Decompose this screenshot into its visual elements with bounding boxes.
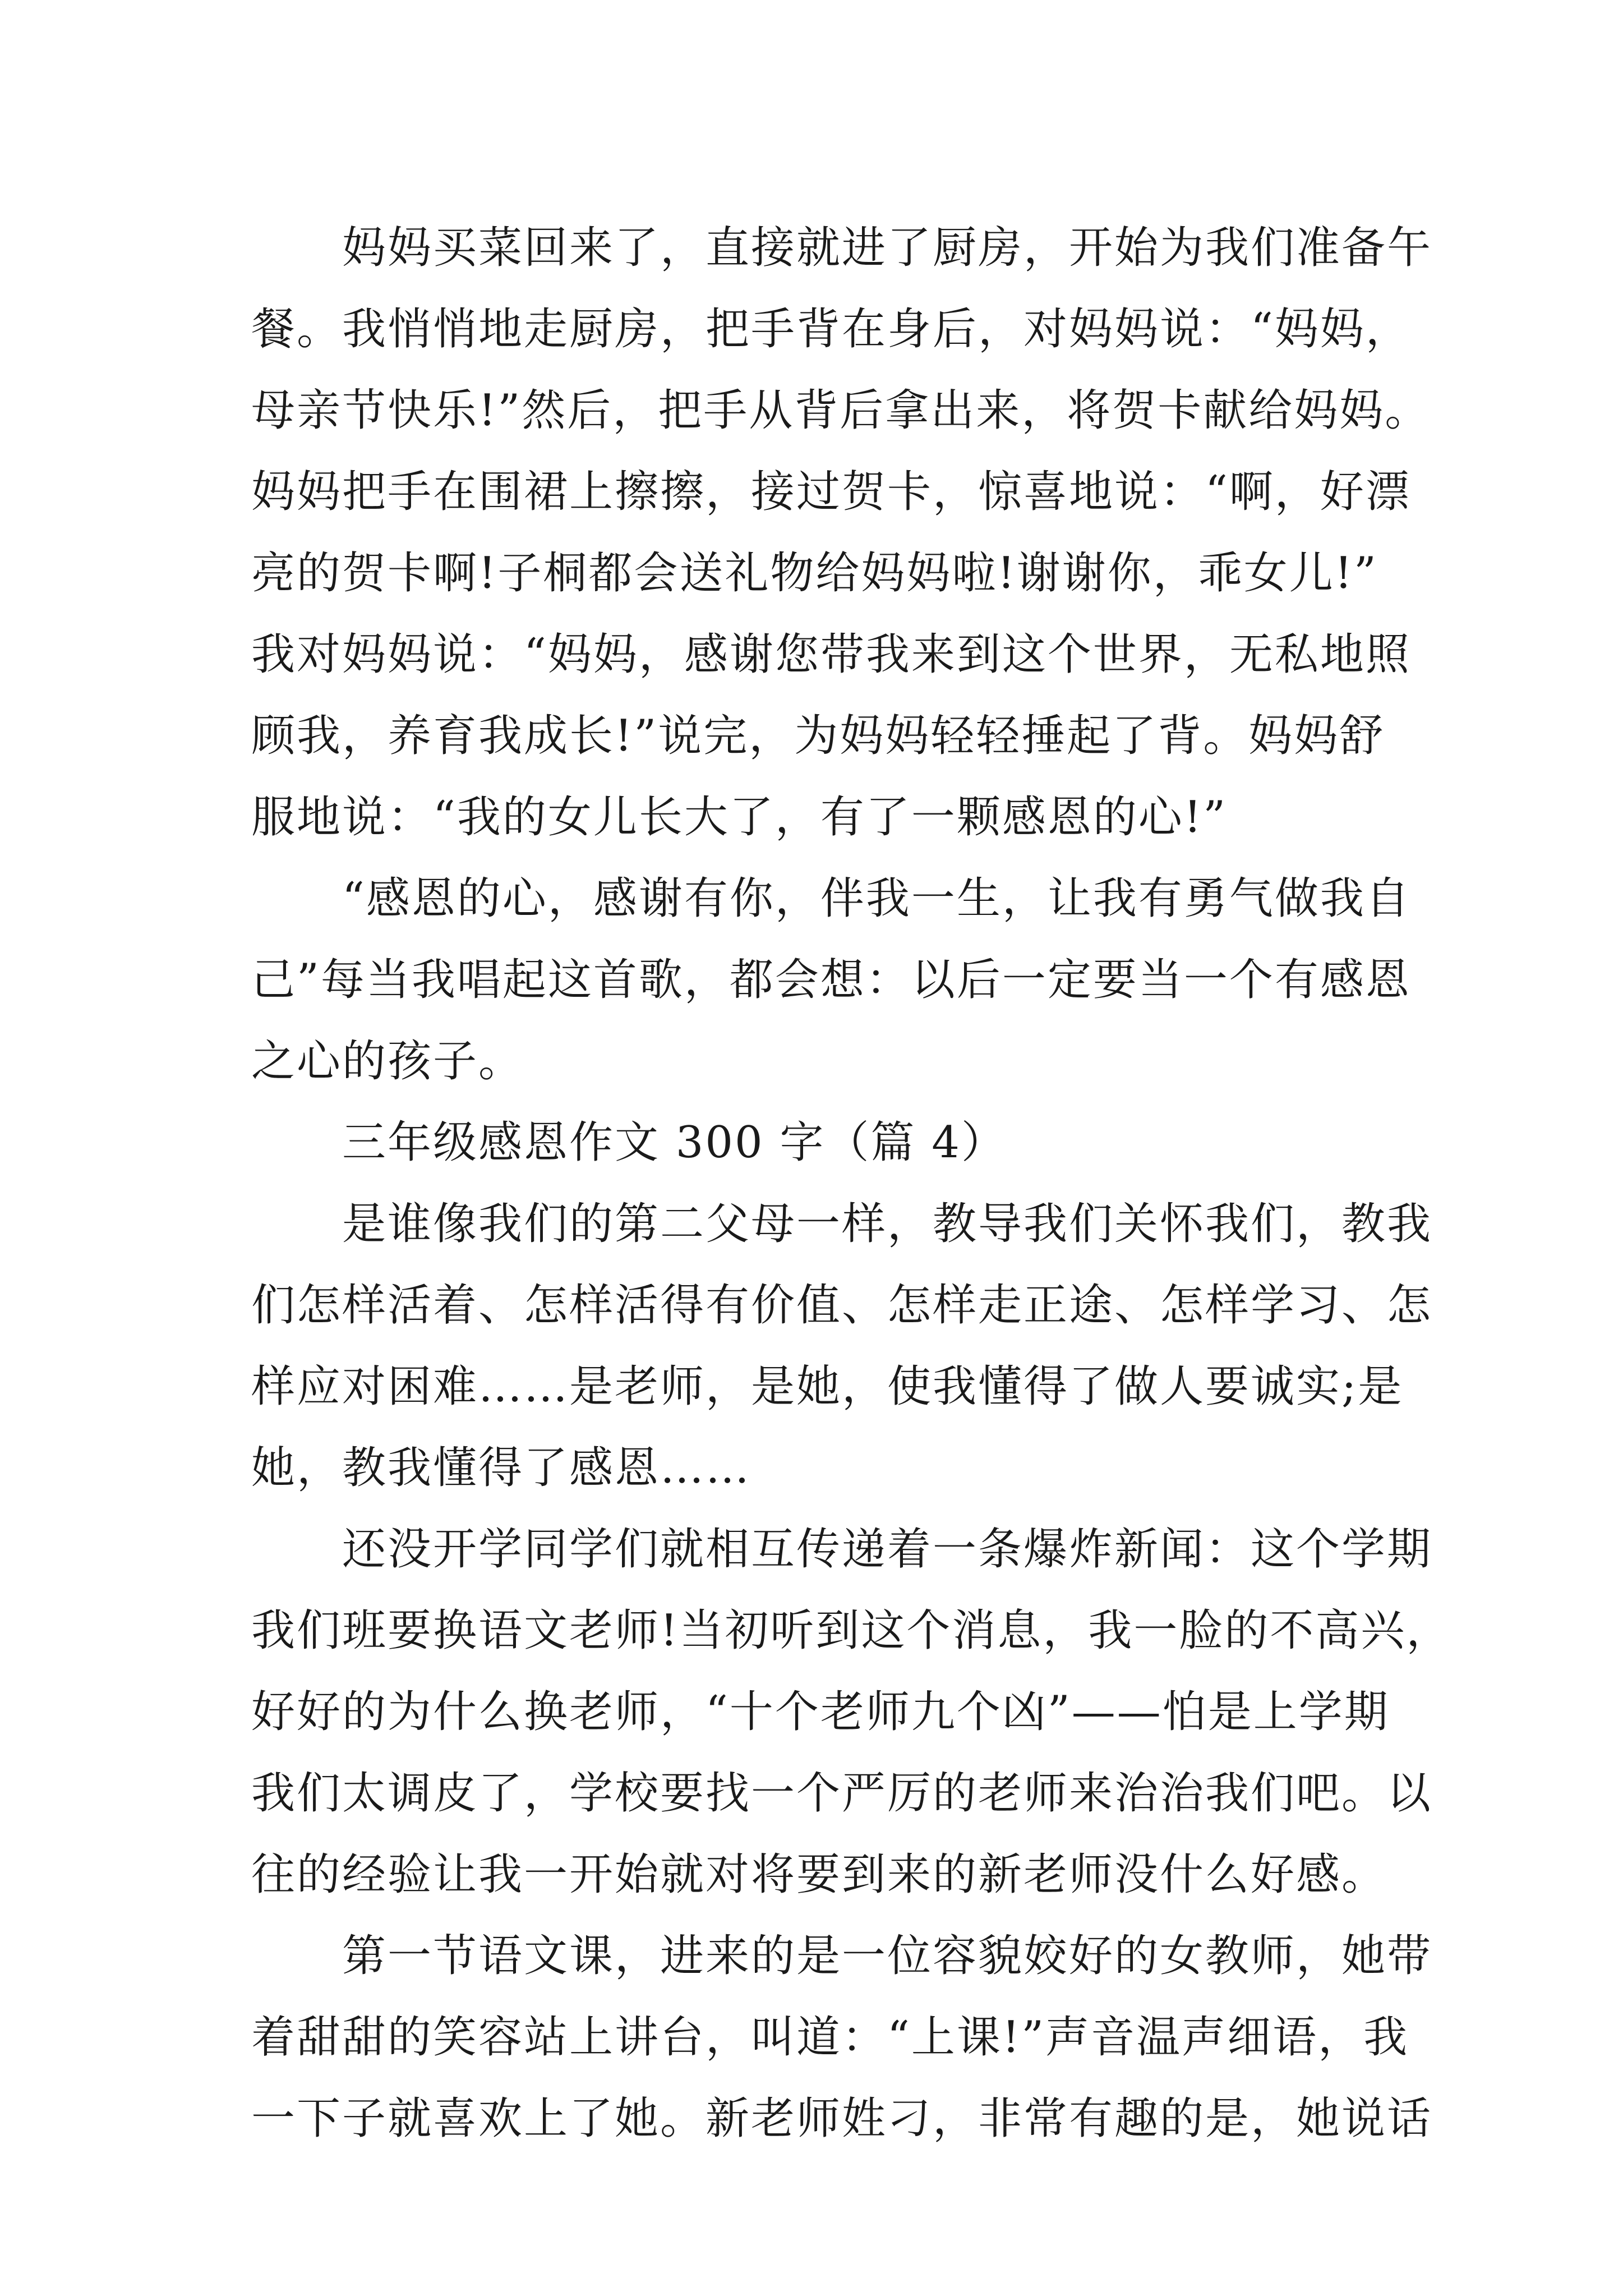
text-line: 着甜甜的笑容站上讲台，叫道：“上课!”声音温声细语，我: [251, 2012, 1409, 2063]
text-line: 之心的孩子。: [251, 1036, 524, 1087]
text-line: 往的经验让我一开始就对将要到来的新老师没什么好感。: [251, 1849, 1387, 1900]
text-line: 好好的为什么换老师，“十个老师九个凶”——怕是上学期: [251, 1687, 1390, 1737]
text-line: 她，教我懂得了感恩……: [251, 1443, 751, 1493]
text-line: 妈妈把手在围裙上擦擦，接过贺卡，惊喜地说：“啊，好漂: [251, 467, 1411, 517]
text-line: 母亲节快乐!”然后，把手从背后拿出来，将贺卡献给妈妈。: [251, 385, 1431, 436]
text-line: 我们太调皮了，学校要找一个严厉的老师来治治我们吧。以: [251, 1768, 1433, 1819]
text-line: 顾我，养育我成长!”说完，为妈妈轻轻捶起了背。妈妈舒: [251, 711, 1385, 761]
text-line: 们怎样活着、怎样活得有价值、怎样走正途、怎样学习、怎: [251, 1280, 1433, 1331]
text-line: 妈妈买菜回来了，直接就进了厨房，开始为我们准备午: [251, 223, 1433, 273]
text-line: 我们班要换语文老师!当初听到这个消息，我一脸的不高兴，: [251, 1605, 1452, 1656]
section-heading: 三年级感恩作文 300 字（篇 4）: [251, 1117, 1007, 1168]
text-line: 第一节语文课，进来的是一位容貌姣好的女教师，她带: [251, 1931, 1433, 1981]
text-line: 一下子就喜欢上了她。新老师姓刁，非常有趣的是，她说话: [251, 2093, 1433, 2144]
text-line: 亮的贺卡啊!子桐都会送礼物给妈妈啦!谢谢你，乖女儿!”: [251, 548, 1378, 599]
text-line: 服地说：“我的女儿长大了，有了一颗感恩的心!”: [251, 792, 1228, 843]
text-line: 还没开学同学们就相互传递着一条爆炸新闻：这个学期: [251, 1524, 1433, 1575]
text-line: 己”每当我唱起这首歌，都会想：以后一定要当一个有感恩: [251, 955, 1411, 1005]
text-line: “感恩的心，感谢有你，伴我一生，让我有勇气做我自: [251, 873, 1411, 924]
text-line: 样应对困难……是老师，是她，使我懂得了做人要诚实;是: [251, 1361, 1404, 1412]
text-line: 我对妈妈说：“妈妈，感谢您带我来到这个世界，无私地照: [251, 629, 1411, 680]
text-line: 餐。我悄悄地走厨房，把手背在身后，对妈妈说：“妈妈，: [251, 304, 1411, 355]
text-line: 是谁像我们的第二父母一样，教导我们关怀我们，教我: [251, 1199, 1433, 1249]
